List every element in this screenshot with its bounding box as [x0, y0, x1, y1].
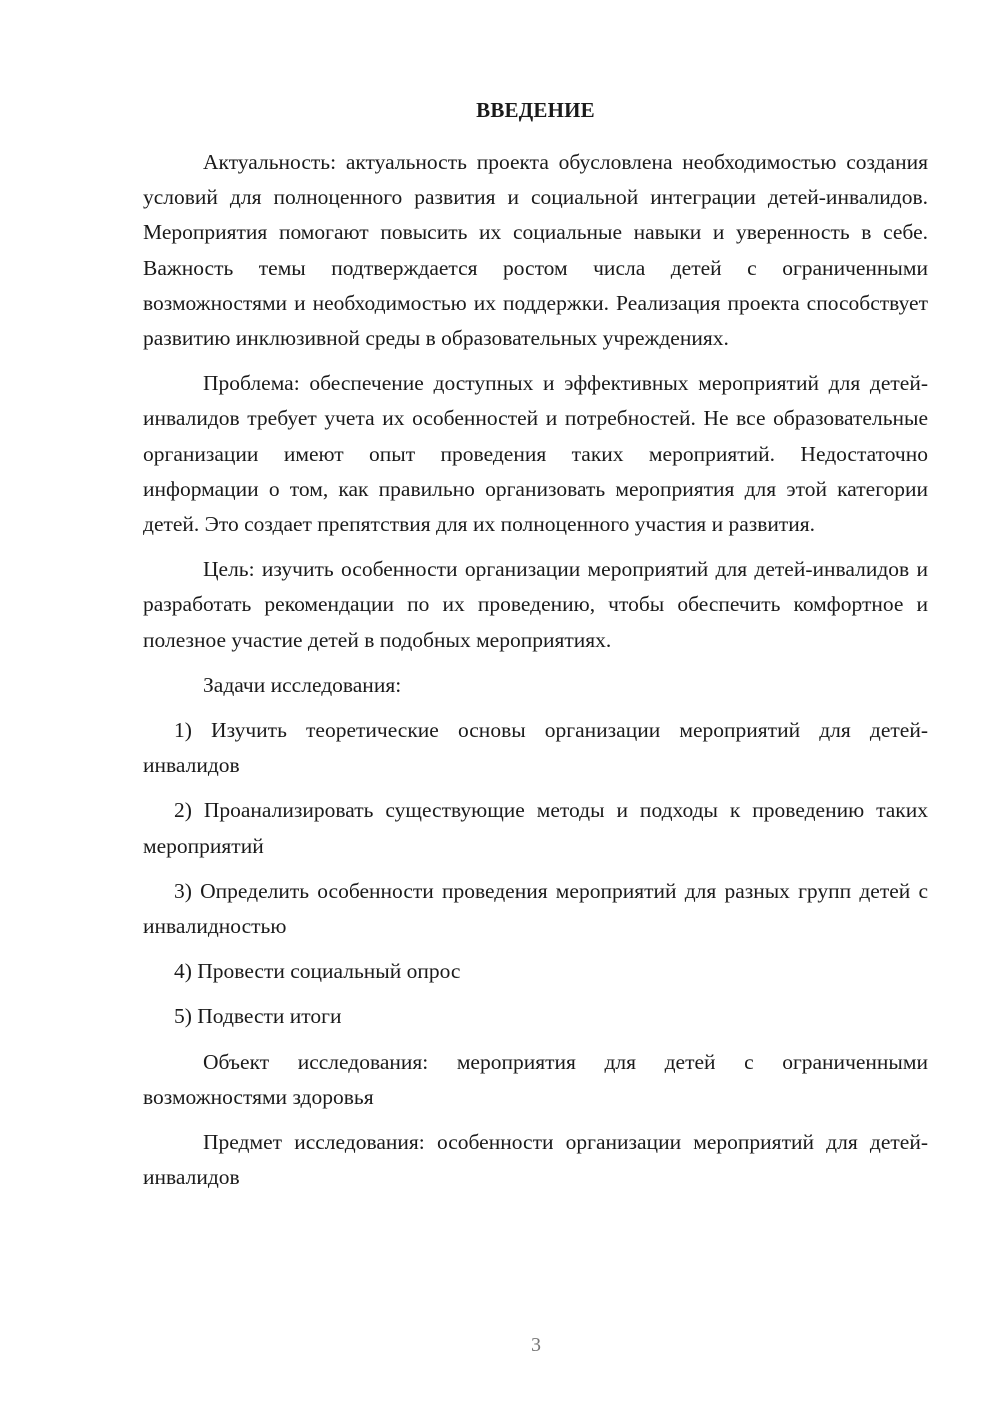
object-paragraph: Объект исследования: мероприятия для детей с ограниченными возможностями здоровья: [143, 1049, 928, 1109]
problem-paragraph: Проблема: обеспечение доступных и эффективных мероприятий для детей-инвалидов требует учета их особенностей и потребностей. Не все образовательные организации имеют опыт проведения таких мероприятий. Недостаточно информации о том, как правильно организовать мероприятия для этой категории детей. Это создает препятствия для их полноценного участия и развития.: [143, 371, 928, 537]
page-number: 3: [531, 1334, 541, 1356]
document-page: [143, 95, 928, 1205]
subject-paragraph: Предмет исследования: особенности организации мероприятий для детей-инвалидов: [143, 1130, 928, 1190]
task-item: 3) Определить особенности проведения мероприятий для разных групп детей с инвалидностью: [143, 878, 928, 939]
task-item: 2) Проанализировать существующие методы и подходы к проведению таких мероприятий: [143, 798, 928, 858]
tasks-heading: Задачи исследования:: [203, 672, 402, 697]
goal-paragraph: Цель: изучить особенности организации мероприятий для детей-инвалидов и разработать рекомендации по их проведению, чтобы обеспечить комфортное и полезное участие детей в подобных мероприятиях.: [143, 557, 928, 652]
task-item: 1) Изучить теоретические основы организации мероприятий для детей-инвалидов: [143, 718, 928, 778]
task-item: 5) Подвести итоги: [174, 1004, 342, 1029]
relevance-paragraph: Актуальность: актуальность проекта обусловлена необходимостью создания условий для полноценного развития и социальной интеграции детей-инвалидов. Мероприятия помогают повысить их социальные навыки и уверенность в себе. Важность темы подтверждается ростом числа детей с ограниченными возможностями и необходимостью их поддержки. Реализация проекта способствует развитию инклюзивной среды в образовательных учреждениях.: [143, 150, 928, 351]
section-title: ВВЕДЕНИЕ: [476, 98, 595, 122]
task-item: 4) Провести социальный опрос: [174, 959, 461, 984]
